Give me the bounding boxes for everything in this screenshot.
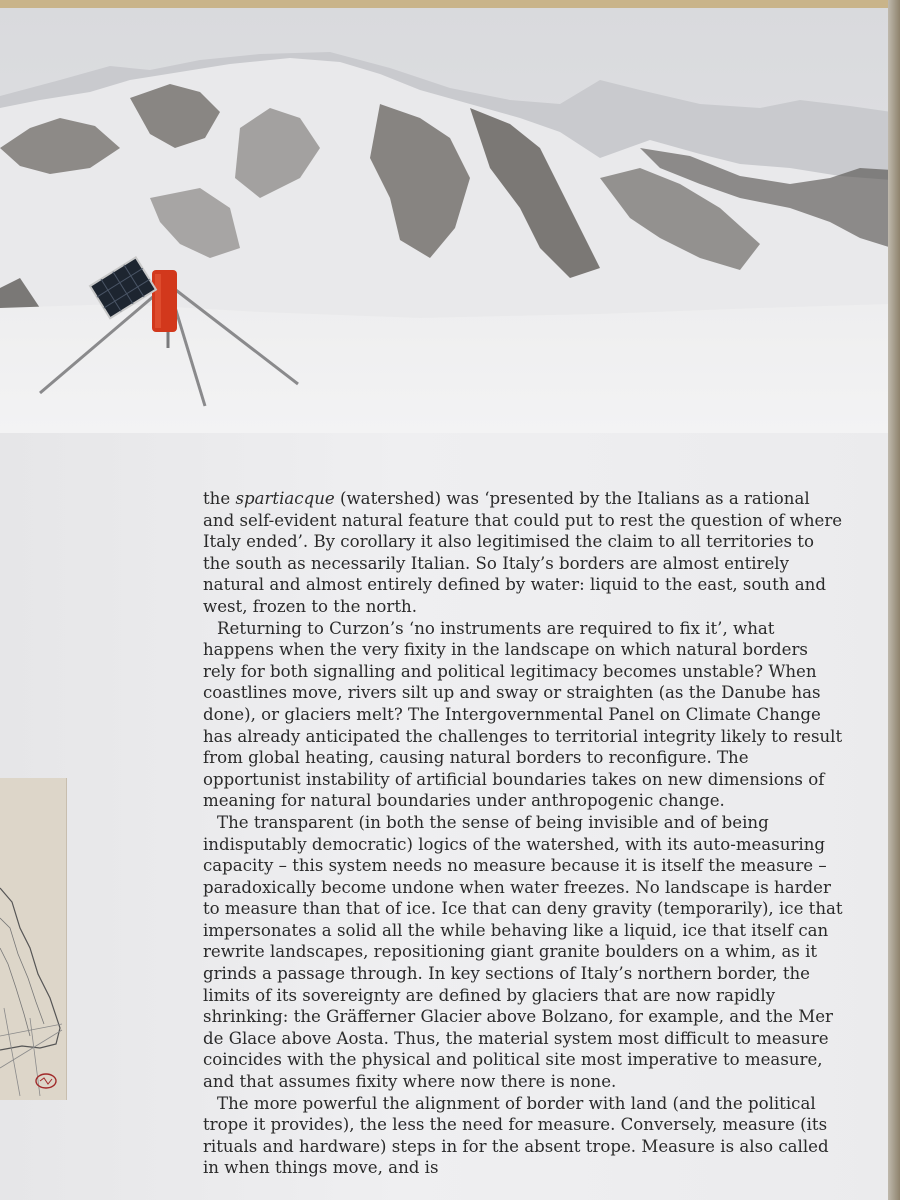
page-edge: [888, 0, 900, 1200]
magazine-page: [0, 8, 892, 1200]
article-body: [203, 488, 843, 1179]
sketch-drawing: [0, 778, 66, 1100]
mountain-illustration: [0, 8, 892, 433]
italic-term: spartiacque: [235, 489, 335, 508]
paragraph-2: Returning to Curzon’s ‘no instruments are required to fix it’, what happens when the very fixity in the landscape on which natural borders rely for both signalling and political legitimacy becomes unstable? When coastlines move, rivers silt up and sway or straighten (as the Danube has done), or glaciers melt? The Intergovernmental Panel on Climate Change has already anticipated the challenges to territorial integrity likely to result from global heating, causing natural borders to reconfigure. The opportunist instability of artificial boundaries takes on new dimensions of meaning for natural boundaries under anthropogenic change.: [203, 618, 843, 811]
paragraph-4: The more powerful the alignment of border with land (and the political trope it provides), the less the need for measure. Conversely, measure (its rituals and hardware) steps in for the absent trope. Measure is also called in when things move, and is: [203, 1093, 829, 1178]
paragraph-3: The transparent (in both the sense of being invisible and of being indisputably democratic) logics of the watershed, with its auto-measuring capacity – this system needs no measure because it is itself the measure – paradoxically become undone when water freezes. No landscape is harder to measure than that of ice. Ice that can deny gravity (temporarily), ice that impersonates a solid all the while behaving like a liquid, ice that itself can rewrite landscapes, repositioning giant granite boulders on a whim, as it grinds a passage through. In key sections of Italy’s northern border, the limits of its sovereignty are defined by glaciers that are now rapidly shrinking: the Gräfferner Glacier above Bolzano, for example, and the Mer de Glace above Aosta. Thus, the material system most difficult to measure coincides with the physical and political site most imperative to measure, and that assumes fixity where now there is none.: [203, 812, 843, 1092]
sketch-image: [0, 778, 67, 1100]
paragraph-1: the spartiacque (watershed) was ‘presented by the Italians as a rational and self-evident natural feature that could put to rest the question of where Italy ended’. By corollary it also legitimised the claim to all territories to the south as necessarily Italian. So Italy’s borders are almost entirely natural and almost entirely defined by water: liquid to the east, south and west, frozen to the north.: [203, 489, 843, 616]
mountain-photo: [0, 8, 892, 433]
